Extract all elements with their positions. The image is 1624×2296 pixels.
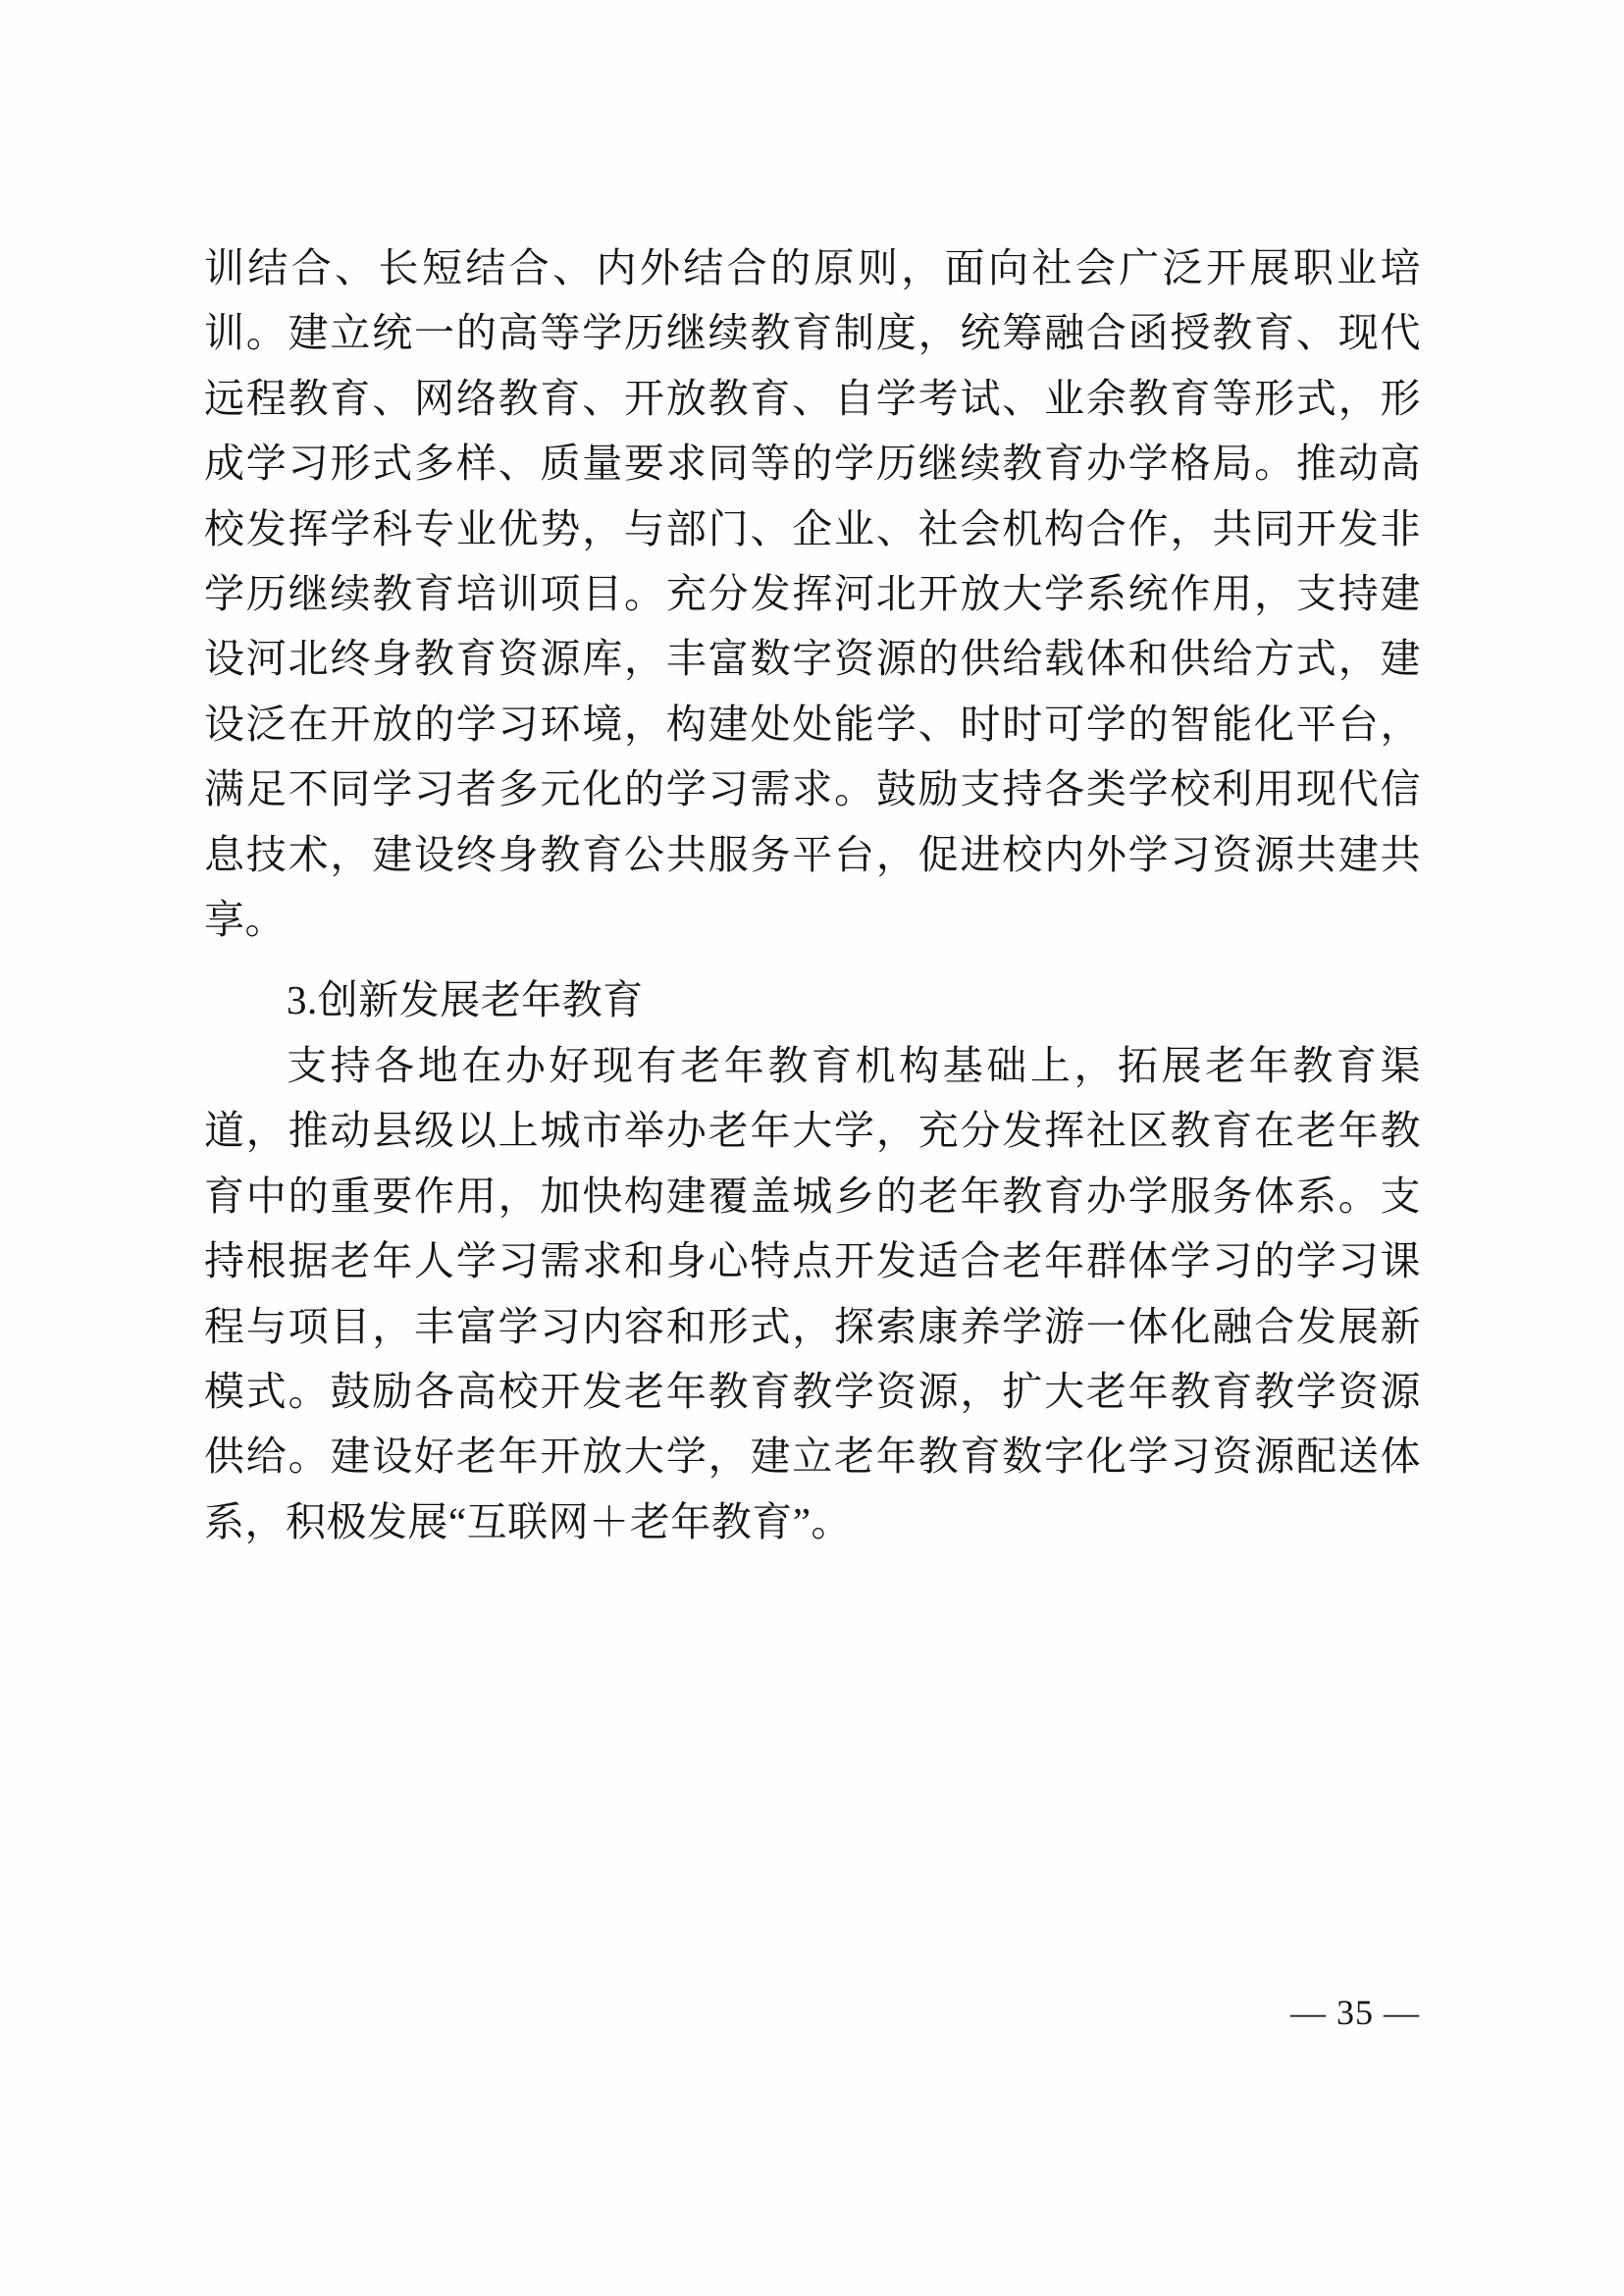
body-paragraph-continuation: 训结合、长短结合、内外结合的原则，面向社会广泛开展职业培训。建立统一的高等学历继续教育制度，统筹融合函授教育、现代远程教育、网络教育、开放教育、自学考试、业余教育等形式，形成学习形式多样、质量要求同等的学历继续教育办学格局。推动高校发挥学科专业优势，与部门、企业、社会机构合作，共同开发非学历继续教育培训项目。充分发挥河北开放大学系统作用，支持建设河北终身教育资源库，丰富数字资源的供给载体和供给方式，建设泛在开放的学习环境，构建处处能学、时时可学的智能化平台，满足不同学习者多元化的学习需求。鼓励支持各类学校利用现代信息技术，建设终身教育公共服务平台，促进校内外学习资源共建共享。 xyxy=(204,245,1421,943)
page-marker-left: — xyxy=(1290,1993,1327,2032)
page-content xyxy=(204,235,1421,1554)
section-heading-3: 3.创新发展老年教育 xyxy=(287,977,644,1023)
paragraph-spacer xyxy=(204,952,1421,962)
page-number: 35 xyxy=(1336,1993,1374,2032)
page-marker-right: — xyxy=(1384,1993,1420,2032)
page-footer xyxy=(1290,1992,1420,2033)
body-paragraph-elderly-education: 支持各地在办好现有老年教育机构基础上，拓展老年教育渠道，推动县级以上城市举办老年大学，充分发挥社区教育在老年教育中的重要作用，加快构建覆盖城乡的老年教育办学服务体系。支持根据老年人学习需求和身心特点开发适合老年群体学习的学习课程与项目，丰富学习内容和形式，探索康养学游一体化融合发展新模式。鼓励各高校开发老年教育教学资源，扩大老年教育教学资源供给。建设好老年开放大学，建立老年教育数字化学习资源配送体系，积极发展“互联网＋老年教育”。 xyxy=(204,1042,1421,1544)
